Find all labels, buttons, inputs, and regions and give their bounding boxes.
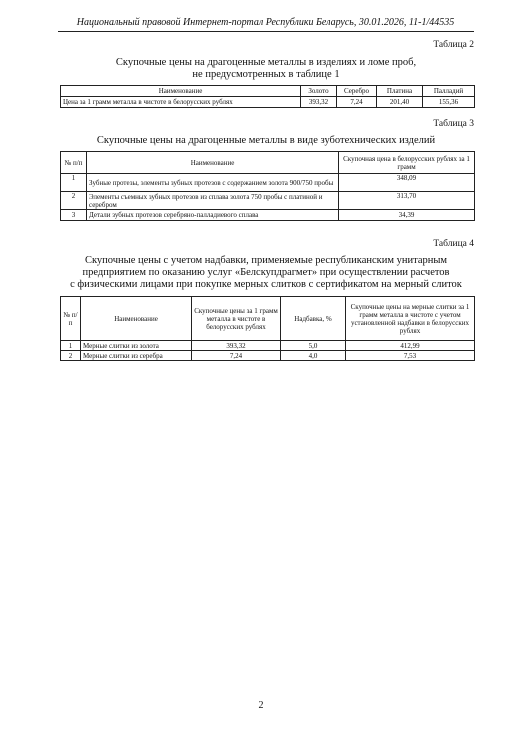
table4-title-line2: предприятием по оказанию услуг «Белскупдрагмет» при осуществлении расчетов — [82, 267, 450, 278]
table3-row3-name: Детали зубных протезов серебряно-палладиевого сплава — [87, 210, 339, 221]
table3-header-price: Скупочная цена в белорусских рублях за 1 грамм — [339, 152, 475, 174]
table3-row2-price: 313,70 — [339, 192, 475, 210]
table3-row2-name: Элементы съемных зубных протезов из сплава золота 750 пробы с платиной и серебром — [87, 192, 339, 210]
table-row — [61, 174, 475, 192]
table3-header-num: № п/п — [61, 152, 87, 174]
table2-header-palladium: Палладий — [423, 86, 475, 97]
table2-label: Таблица 2 — [433, 40, 474, 50]
table-row — [61, 210, 475, 221]
table3-row2-num: 2 — [61, 192, 87, 210]
table4-row2-num: 2 — [61, 351, 81, 361]
table4-row2-price: 7,24 — [192, 351, 281, 361]
table4-title-line1: Скупочные цены с учетом надбавки, применяемые республиканским унитарным — [84, 255, 448, 266]
table2-header-name: Наименование — [61, 86, 301, 97]
table2 — [60, 85, 475, 108]
table2-cell-platinum: 201,40 — [377, 97, 423, 108]
table4-header-name: Наименование — [81, 297, 192, 341]
table-row — [61, 351, 475, 361]
portal-header: Национальный правовой Интернет-портал Республики Беларусь, 30.01.2026, 11-1/44535 — [76, 17, 455, 28]
page-number: 2 — [258, 700, 264, 711]
table3-row3-num: 3 — [61, 210, 87, 221]
table4-label: Таблица 4 — [433, 239, 474, 249]
table-row — [61, 341, 475, 351]
header-rule — [58, 31, 474, 32]
table4-row1-ingot-price: 412,99 — [346, 341, 475, 351]
table3-title: Скупочные цены на драгоценные металлы в виде зуботехнических изделий — [96, 135, 436, 146]
table4-row2-markup: 4,0 — [281, 351, 346, 361]
table4-header-ingot-price: Скупочные цены на мерные слитки за 1 грамм металла в чистоте с учетом установленной надбавки в белорусских рублях — [346, 297, 475, 341]
table2-header-platinum: Платина — [377, 86, 423, 97]
table4-row1-name: Мерные слитки из золота — [81, 341, 192, 351]
table-row — [61, 192, 475, 210]
table2-header-silver: Серебро — [337, 86, 377, 97]
table4-row2-name: Мерные слитки из серебра — [81, 351, 192, 361]
table3-row1-name: Зубные протезы, элементы зубных протезов с содержанием золота 900/750 пробы — [87, 174, 339, 192]
table-row — [61, 97, 475, 108]
table4-row2-ingot-price: 7,53 — [346, 351, 475, 361]
table2-cell-palladium: 155,36 — [423, 97, 475, 108]
table4-title-line3: с физическими лицами при покупке мерных слитков с сертификатом на мерный слиток — [70, 279, 462, 290]
table4 — [60, 296, 475, 361]
table2-title-line1: Скупочные цены на драгоценные металлы в изделиях и ломе проб, — [115, 57, 417, 68]
table2-cell-gold: 393,32 — [301, 97, 337, 108]
table3-row1-price: 348,09 — [339, 174, 475, 192]
table2-cell-name: Цена за 1 грамм металла в чистоте в белорусских рублях — [61, 97, 301, 108]
table2-header-gold: Золото — [301, 86, 337, 97]
table3-label: Таблица 3 — [433, 119, 474, 129]
table4-header-price: Скупочные цены за 1 грамм металла в чистоте в белорусских рублях — [192, 297, 281, 341]
table3-row1-num: 1 — [61, 174, 87, 192]
table4-header-markup: Надбавка, % — [281, 297, 346, 341]
table3 — [60, 151, 475, 221]
table3-row3-price: 34,39 — [339, 210, 475, 221]
table4-row1-markup: 5,0 — [281, 341, 346, 351]
table4-row1-num: 1 — [61, 341, 81, 351]
table2-title-line2: не предусмотренных в таблице 1 — [192, 69, 340, 80]
table4-header-num: № п/п — [61, 297, 81, 341]
table2-cell-silver: 7,24 — [337, 97, 377, 108]
table4-row1-price: 393,32 — [192, 341, 281, 351]
table3-header-name: Наименование — [87, 152, 339, 174]
